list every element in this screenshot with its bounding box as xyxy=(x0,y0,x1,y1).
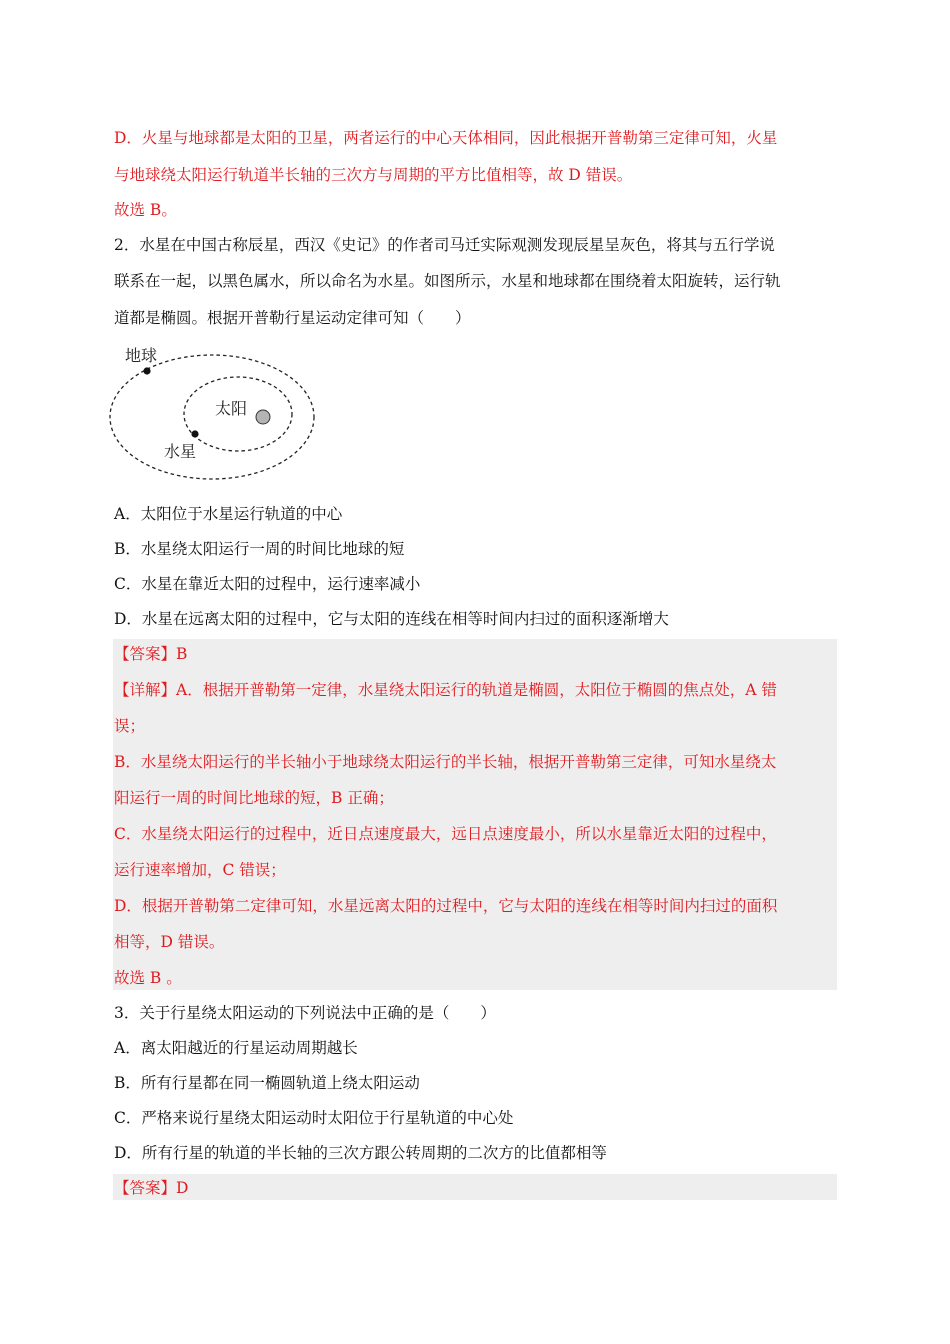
earth-label: 地球 xyxy=(125,346,158,365)
q2-stem-line3: 道都是椭圆。根据开普勒行星运动定律可知（ ） xyxy=(114,309,471,327)
q2-detail-line6: 运行速率增加，C 错误； xyxy=(114,861,286,879)
earth-orbit xyxy=(110,355,314,479)
q3-answer-block xyxy=(113,1174,837,1200)
q2-option-b: B．水星绕太阳运行一周的时间比地球的短 xyxy=(114,540,405,558)
orbit-diagram xyxy=(108,342,328,492)
q3-option-c: C．严格来说行星绕太阳运动时太阳位于行星轨道的中心处 xyxy=(114,1109,514,1127)
sun-label: 太阳 xyxy=(215,399,248,418)
q2-detail-line7: D．根据开普勒第二定律可知，水星远离太阳的过程中，它与太阳的连线在相等时间内扫过的面积 xyxy=(114,897,778,915)
q2-option-a: A．太阳位于水星运行轨道的中心 xyxy=(114,505,343,523)
sun-icon xyxy=(256,410,270,424)
q3-option-b: B．所有行星都在同一椭圆轨道上绕太阳运动 xyxy=(114,1074,420,1092)
q1-option-d-explanation-line1: D．火星与地球都是太阳的卫星，两者运行的中心天体相同，因此根据开普勒第三定律可知，火星 xyxy=(114,129,778,147)
q3-option-d: D．所有行星的轨道的半长轴的三次方跟公转周期的二次方的比值都相等 xyxy=(114,1144,607,1162)
q2-detail-line1: 【详解】A．根据开普勒第一定律，水星绕太阳运行的轨道是椭圆，太阳位于椭圆的焦点处，A 错 xyxy=(114,681,777,699)
mercury-label: 水星 xyxy=(164,442,197,461)
earth-dot-icon xyxy=(143,367,150,374)
q1-option-d-explanation-line2: 与地球绕太阳运行轨道半长轴的三次方与周期的平方比值相等，故 D 错误。 xyxy=(114,166,633,184)
q2-detail-line3: B．水星绕太阳运行的半长轴小于地球绕太阳运行的半长轴，根据开普勒第三定律，可知水星绕太 xyxy=(114,753,777,771)
q3-stem: 3．关于行星绕太阳运动的下列说法中正确的是（ ） xyxy=(114,1004,496,1022)
q2-stem-line1: 2．水星在中国古称辰星，西汉《史记》的作者司马迁实际观测发现辰星呈灰色，将其与五行学说 xyxy=(114,236,775,254)
mercury-dot-icon xyxy=(191,430,198,437)
q2-answer: 【答案】B xyxy=(114,645,188,663)
q2-detail-line8: 相等，D 错误。 xyxy=(114,933,225,951)
q2-detail-line2: 误； xyxy=(114,717,146,735)
q2-option-d: D．水星在远离太阳的过程中，它与太阳的连线在相等时间内扫过的面积逐渐增大 xyxy=(114,610,669,628)
q2-stem-line2: 联系在一起，以黑色属水，所以命名为水星。如图所示，水星和地球都在围绕着太阳旋转，运行轨 xyxy=(114,272,781,290)
q1-conclusion: 故选 B。 xyxy=(114,201,177,219)
q2-option-c: C．水星在靠近太阳的过程中，运行速率减小 xyxy=(114,575,421,593)
q3-option-a: A．离太阳越近的行星运动周期越长 xyxy=(114,1039,358,1057)
q2-detail-line5: C．水星绕太阳运行的过程中，近日点速度最大，远日点速度最小，所以水星靠近太阳的过程中， xyxy=(114,825,777,843)
q2-detail-line4: 阳运行一周的时间比地球的短，B 正确； xyxy=(114,789,394,807)
q3-answer: 【答案】D xyxy=(114,1179,189,1197)
q2-conclusion: 故选 B 。 xyxy=(114,969,182,987)
